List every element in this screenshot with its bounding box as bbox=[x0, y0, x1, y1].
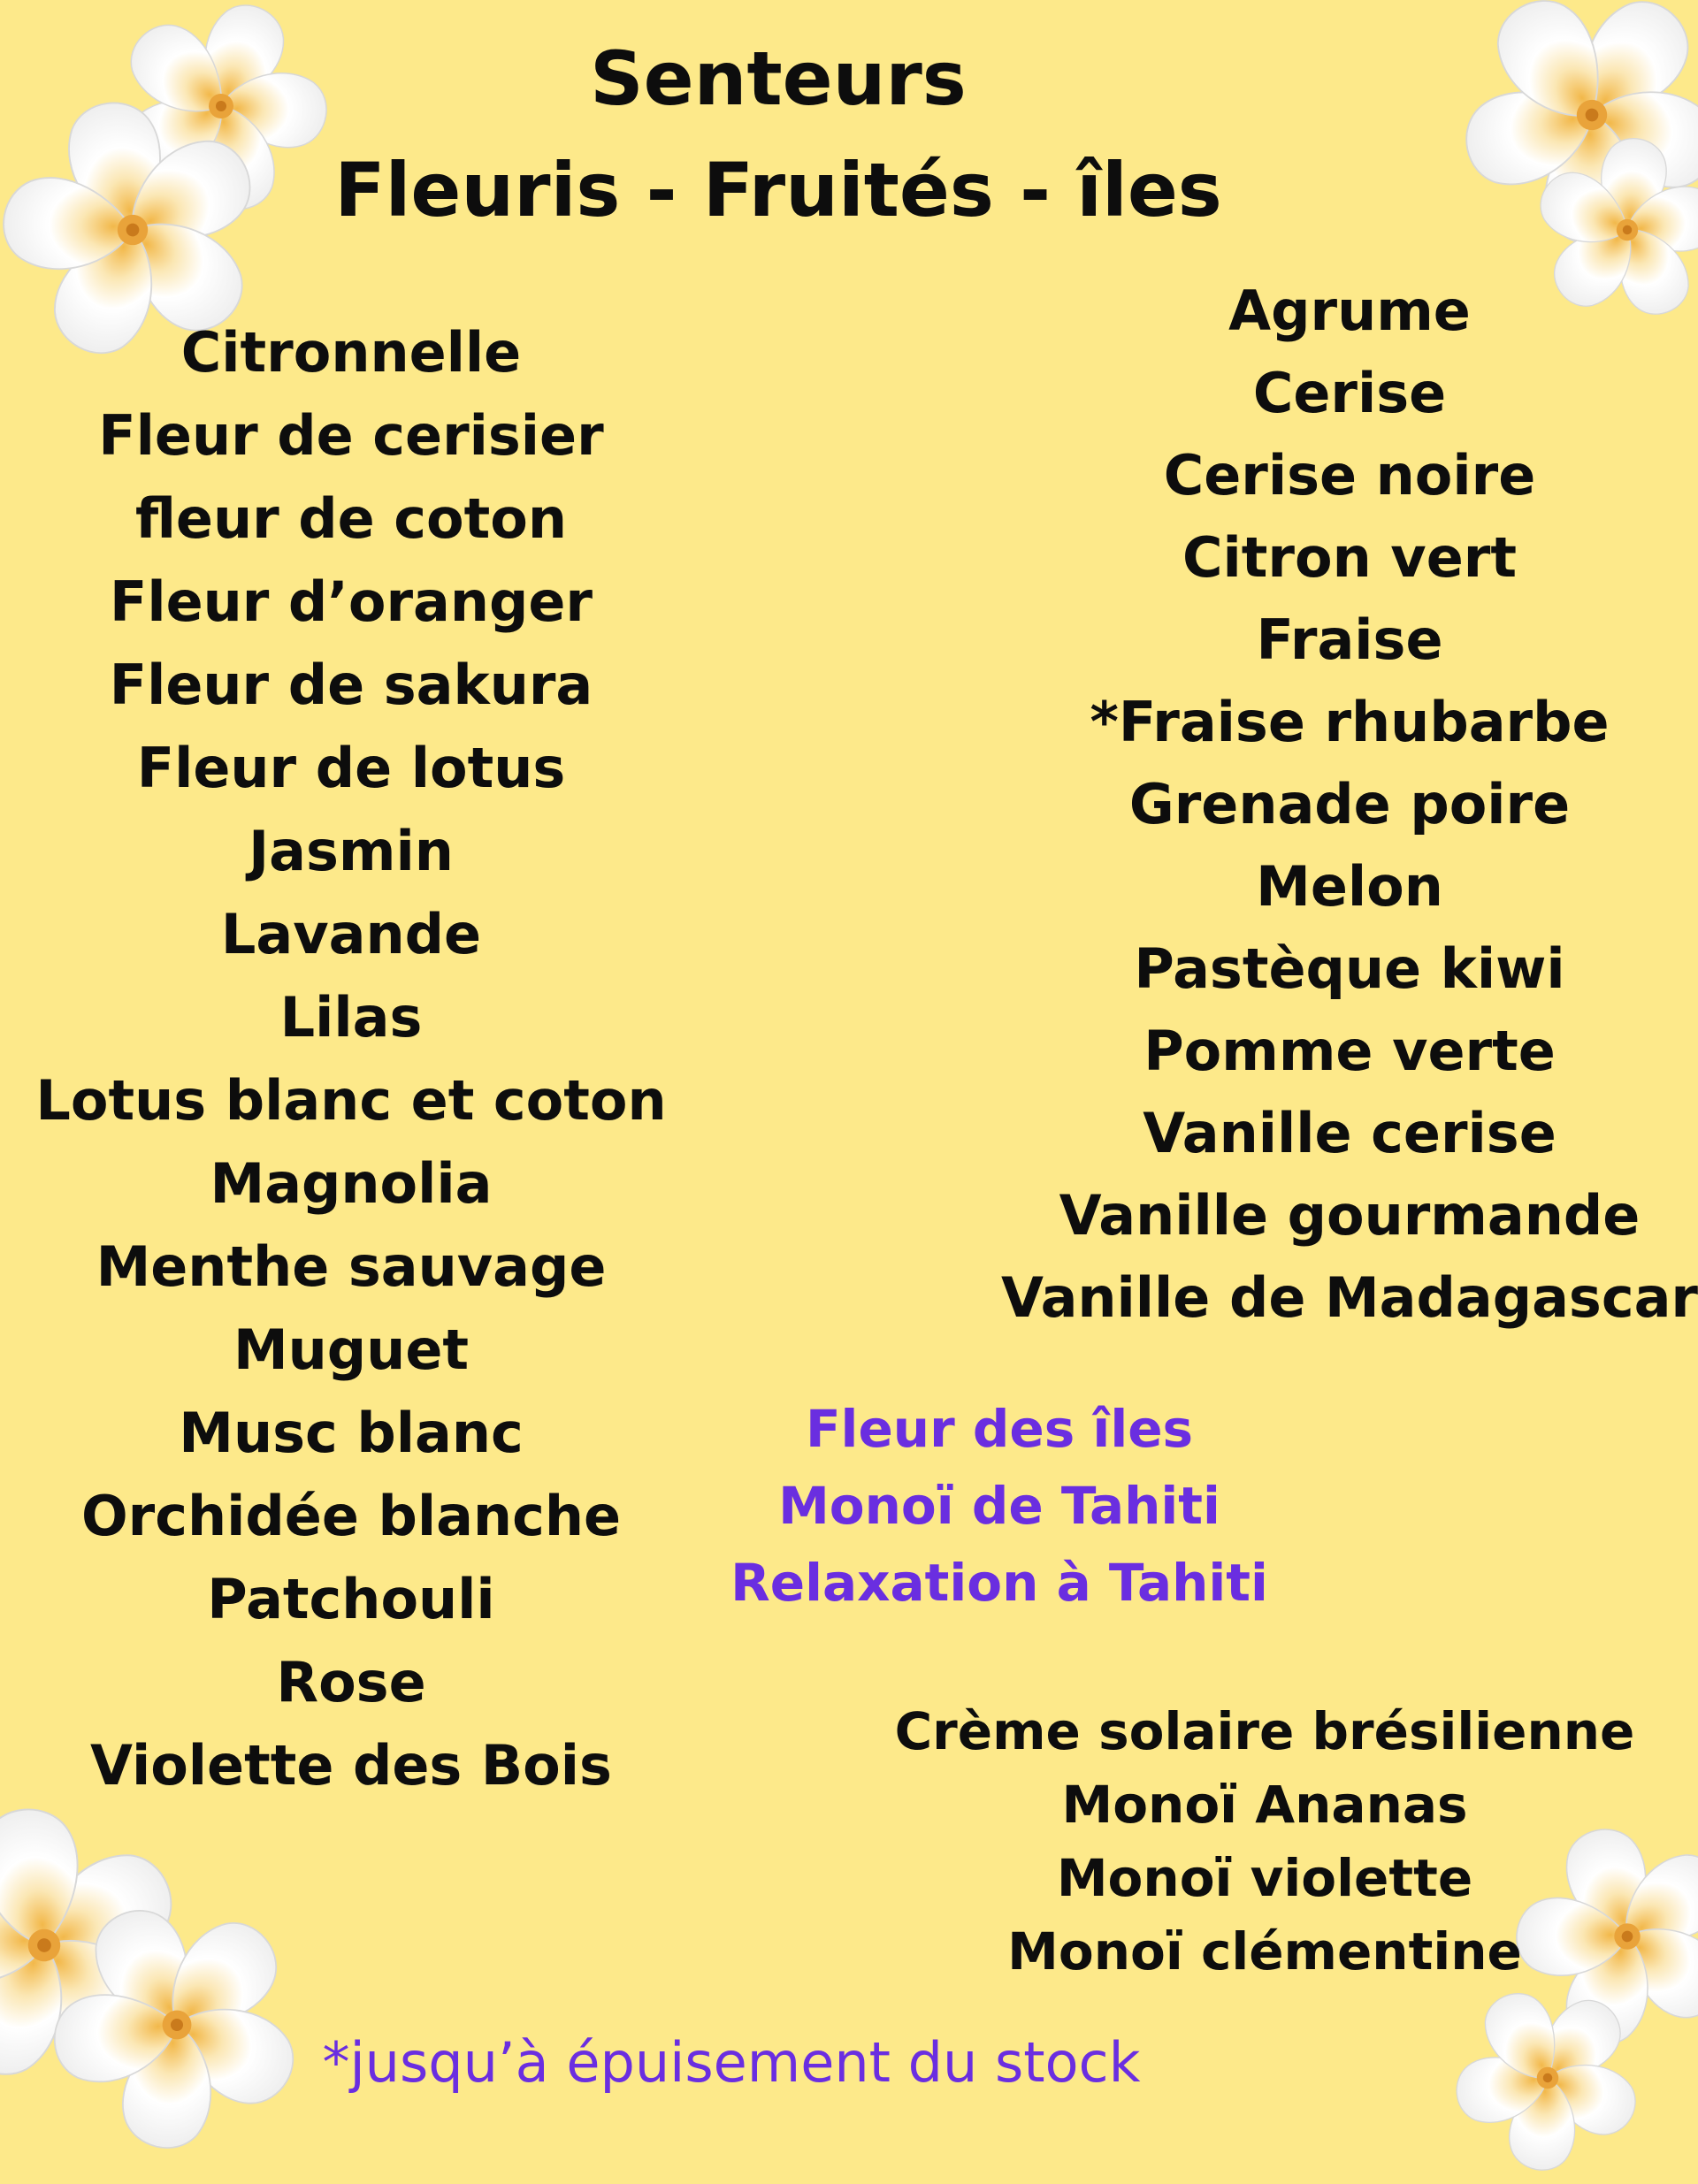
list-item: Pomme verte bbox=[1143, 1019, 1556, 1083]
frangipani-flower-icon bbox=[1442, 1972, 1654, 2184]
title-line-2: Fleuris - Fruités - îles bbox=[334, 147, 1222, 233]
list-item: Magnolia bbox=[210, 1151, 493, 1216]
list-item: Pastèque kiwi bbox=[1134, 936, 1565, 1001]
list-item: *Fraise rhubarbe bbox=[1090, 690, 1610, 754]
frangipani-flower-icon bbox=[35, 1883, 318, 2166]
list-item: Fleur des îles bbox=[805, 1399, 1194, 1459]
list-item: Cerise bbox=[1252, 361, 1447, 425]
list-item: Relaxation à Tahiti bbox=[730, 1553, 1268, 1613]
list-item: Monoï clémentine bbox=[1007, 1921, 1522, 1982]
list-item: Patchouli bbox=[207, 1567, 495, 1631]
fruity-scents-list bbox=[1001, 270, 1698, 1339]
list-item: Orchidée blanche bbox=[80, 1484, 622, 1548]
list-item: Musc blanc bbox=[179, 1401, 524, 1465]
monoi-scents-list bbox=[895, 1695, 1635, 1989]
list-item: Agrume bbox=[1228, 279, 1471, 343]
list-item: Vanille cerise bbox=[1143, 1101, 1556, 1165]
list-item: Monoï Ananas bbox=[1061, 1775, 1468, 1835]
list-item: fleur de coton bbox=[134, 486, 568, 551]
list-item: Grenade poire bbox=[1128, 772, 1571, 836]
list-item: Fleur d’oranger bbox=[109, 569, 593, 634]
list-item: Vanille de Madagascar bbox=[1000, 1265, 1698, 1330]
list-item: Lotus blanc et coton bbox=[35, 1068, 667, 1133]
list-item: Muguet bbox=[233, 1317, 470, 1382]
list-item: Violette des Bois bbox=[90, 1733, 612, 1798]
floral-scents-list bbox=[35, 311, 666, 1807]
list-item: Fleur de cerisier bbox=[98, 403, 604, 468]
title-line-1: Senteurs bbox=[590, 35, 967, 122]
list-item: Vanille gourmande bbox=[1059, 1183, 1641, 1248]
stock-footnote: *jusqu’à épuisement du stock bbox=[322, 2030, 1141, 2095]
list-item: Citron vert bbox=[1182, 525, 1517, 590]
list-item: Crème solaire brésilienne bbox=[894, 1701, 1635, 1761]
list-item: Jasmin bbox=[249, 819, 454, 883]
list-item: Citronnelle bbox=[180, 320, 522, 385]
list-item: Lavande bbox=[220, 902, 482, 966]
list-item: Monoï violette bbox=[1056, 1848, 1473, 1908]
list-item: Menthe sauvage bbox=[96, 1234, 607, 1299]
list-item: Monoï de Tahiti bbox=[778, 1476, 1220, 1536]
list-item: Fleur de sakura bbox=[109, 653, 593, 717]
list-item: Cerise noire bbox=[1163, 443, 1536, 508]
island-scents-list bbox=[730, 1391, 1268, 1622]
list-item: Fraise bbox=[1256, 607, 1443, 672]
page-title bbox=[334, 23, 1222, 246]
list-item: Lilas bbox=[279, 985, 423, 1050]
list-item: Rose bbox=[276, 1650, 426, 1714]
list-item: Melon bbox=[1256, 854, 1443, 919]
list-item: Fleur de lotus bbox=[136, 736, 566, 800]
